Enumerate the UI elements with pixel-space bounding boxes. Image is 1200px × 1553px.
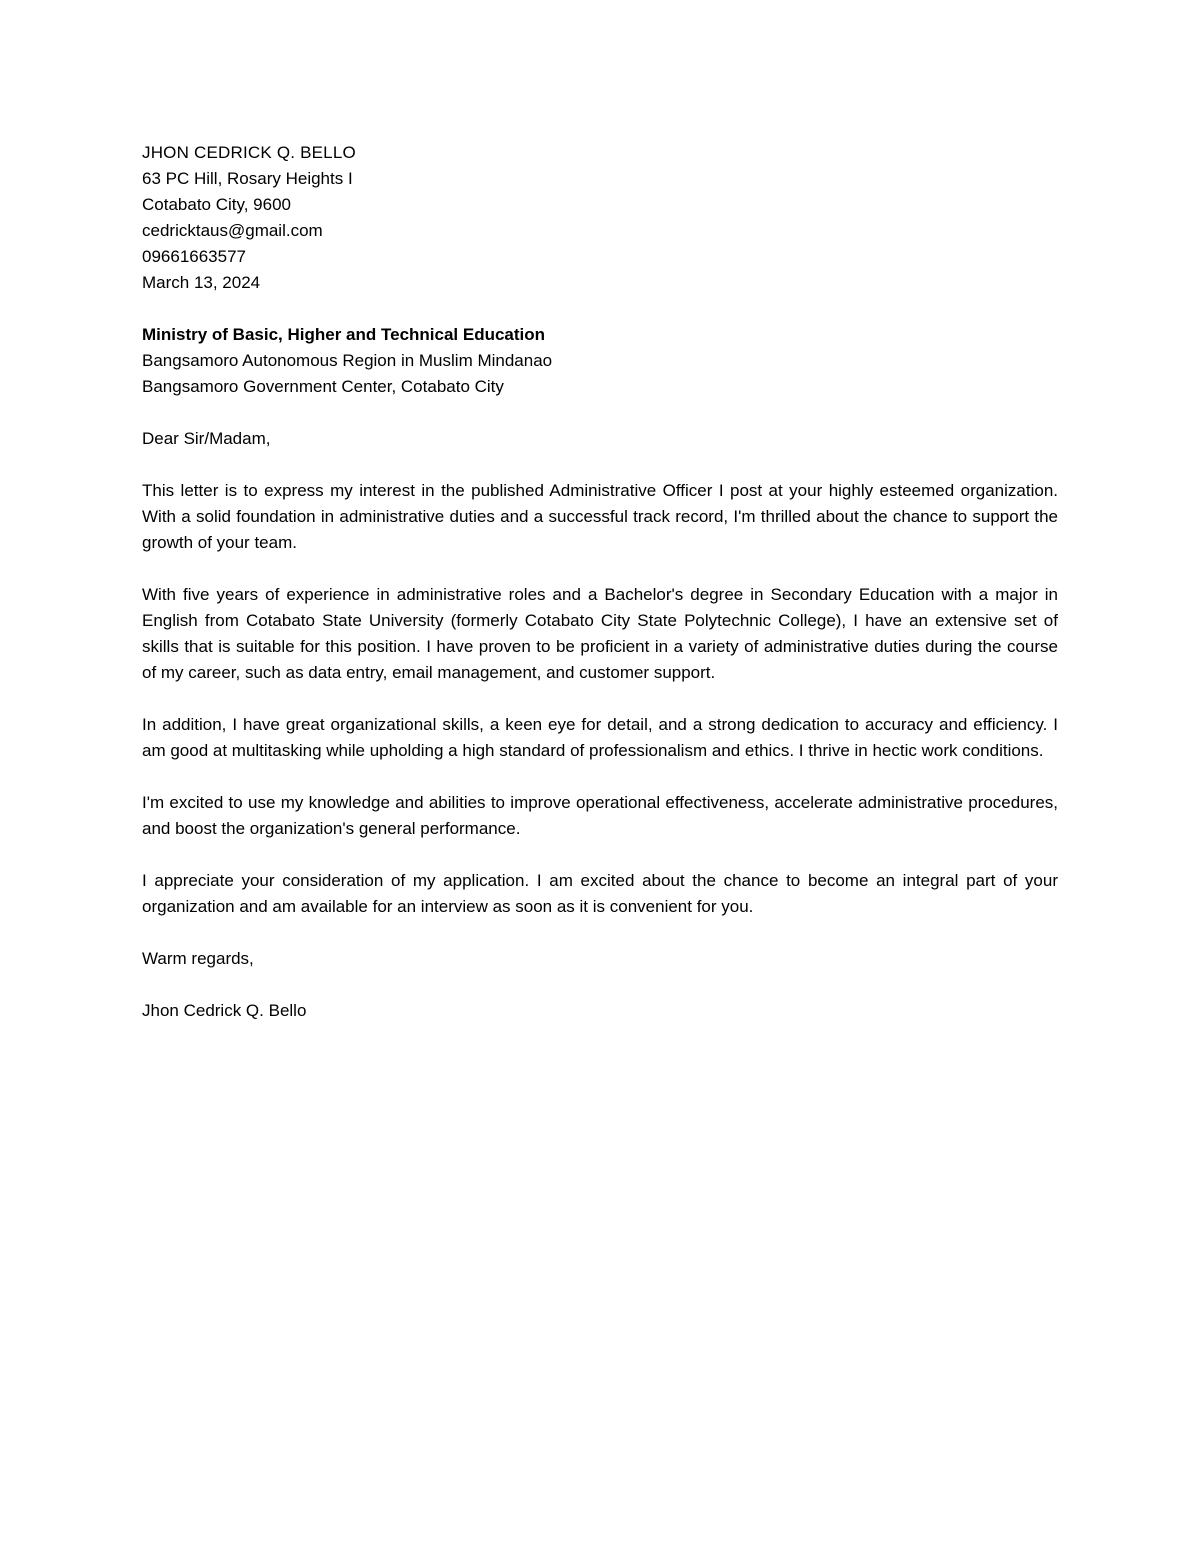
recipient-organization: Ministry of Basic, Higher and Technical Education <box>142 325 546 344</box>
sender-address-line2: Cotabato City, 9600 <box>142 195 291 214</box>
salutation: Dear Sir/Madam, <box>142 429 271 448</box>
body-paragraph-3: In addition, I have great organizational skills, a keen eye for detail, and a strong dedication to accuracy and efficiency. I am good at multitasking while upholding a high standard of professionalism and ethics. I thrive in hectic work conditions. <box>142 715 1058 760</box>
body-paragraph-1: This letter is to express my interest in the published Administrative Officer I post at your highly esteemed organization. With a solid foundation in administrative duties and a successful track record, I'm thrilled about the chance to support the growth of your team. <box>142 481 1058 552</box>
letter-content <box>142 140 1058 1024</box>
letter-date: March 13, 2024 <box>142 273 261 292</box>
body-paragraph-5: I appreciate your consideration of my application. I am excited about the chance to become an integral part of your organization and am available for an interview as soon as it is convenient for you. <box>142 871 1058 916</box>
sender-email: cedricktaus@gmail.com <box>142 221 323 240</box>
signature-name: Jhon Cedrick Q. Bello <box>142 1001 307 1020</box>
sender-block <box>142 140 1058 296</box>
sender-name: JHON CEDRICK Q. BELLO <box>142 143 356 162</box>
sender-address-line1: 63 PC Hill, Rosary Heights I <box>142 169 353 188</box>
valediction: Warm regards, <box>142 949 254 968</box>
body-paragraph-4: I'm excited to use my knowledge and abilities to improve operational effectiveness, accelerate administrative procedures, and boost the organization's general performance. <box>142 793 1058 838</box>
recipient-region: Bangsamoro Autonomous Region in Muslim Mindanao <box>142 351 553 370</box>
sender-phone: 09661663577 <box>142 247 247 266</box>
recipient-block <box>142 322 1058 400</box>
recipient-address: Bangsamoro Government Center, Cotabato City <box>142 377 504 396</box>
body-paragraph-2: With five years of experience in administrative roles and a Bachelor's degree in Secondary Education with a major in English from Cotabato State University (formerly Cotabato City State Polytechnic College), I have an extensive set of skills that is suitable for this position. I have proven to be proficient in a variety of administrative duties during the course of my career, such as data entry, email management, and customer support. <box>142 585 1058 682</box>
